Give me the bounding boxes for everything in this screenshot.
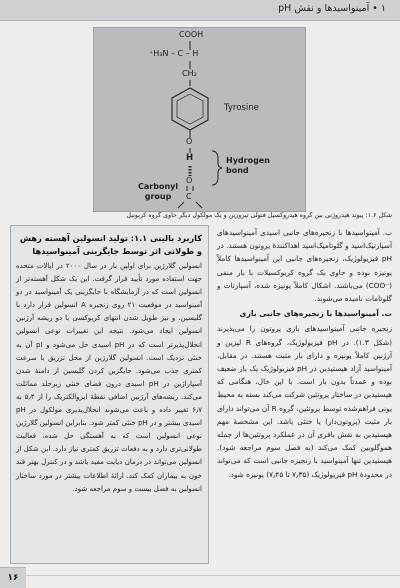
clinical-box-title: کاربرد بالینی ۱.۱: تولید انسولین آهسته رهش و طولانی اثر توسط جایگزینی آمینواسیدها <box>19 233 202 256</box>
clinical-application-box <box>10 225 209 564</box>
acidic-side-chains-paragraph: ب. آمینواسیدها با زنجیره‌های جانبی اسیدی آمینواسیدهای آسپارتیک‌اسید و گلوتامیک‌اسید اهداکنندهٔ پروتون هستند. در pH فیزیولوژیک، زنجیره‌های جانبی این آمینواسیدها کاملاً یونیزه بوده و حاوی یک گروه کربوکسیلات با بار منفی (⁻COO) می‌باشند. اشکال کاملاً یونیزه شده، آسپارتات و گلوتامات نامیده می‌شوند. <box>217 228 392 304</box>
molecule-diagram <box>94 28 305 211</box>
tyrosine-label: Tyrosine <box>224 103 259 113</box>
hbond-brace <box>212 151 222 185</box>
carbonyl-label-line2: group <box>144 192 172 201</box>
basic-side-chains-paragraph: زنجیره جانبی آمینواسیدهای بازی پروتون را می‌پذیرند (شکل ۱.۳). در pH فیزیولوژیک، گروه‌های R لیزین و آرژنین کاملاً یونیزه و دارای بار مثبت هستند. در مقابل، آمینواسید آزاد هیستیدین در pH فیزیولوژیک یک باز ضعیف بوده و عمدتاً بدون بار است. با این حال، هنگامی که هیستیدین در ساختار پروتئین شرکت می‌کند بسته به محیط یونی فراهم‌شده توسط پروتئین، گروه R آن می‌تواند دارای بار مثبت (پروتون‌دار) یا خنثی باشد. این مشخصهٔ مهم هیستیدین به نقش بافری آن در عملکرد پروتئین‌ها از جمله هموگلوبین کمک می‌کند (به فصل سوم مراجعه شود). هیستیدین تنها آمینواسید با زنجیره جانبی است که می‌تواند در محدودهٔ pH فیزیولوژیک (۷٫۳۵ تا ۷٫۴۵) یونیزه شود. <box>217 324 393 479</box>
bond-line <box>178 202 184 208</box>
chapter-title: ۱ • آمینواسیدها و نقش pH <box>278 3 386 14</box>
running-header <box>0 0 400 21</box>
oxygen-label: O <box>186 137 193 146</box>
figure-caption: شکل ۱.۶: پیوند هیدروژنی بین گروه هیدروکسیل فنولی تیروزین و یک مولکول دیگر حاوی گروه کربونیل <box>126 212 392 219</box>
footer-rule <box>26 575 400 576</box>
carbonyl-oxygen-label: O <box>186 176 193 185</box>
hydrogen-bond-label <box>226 156 270 176</box>
carboxyl-label: COOH <box>179 30 204 39</box>
clinical-box-body: انسولین گلارژین برای اولین بار در سال ۲۰۰۰ در ایالات متحده جهت استفاده مورد تأیید قرار گرفت. این یک شکل آهسته‌تر از انسولین است که در آزمایشگاه با جایگزینی یک آمینواسید در دو آمینواسید در موقعیت ۲۱ روی زنجیره A انسولین قرار دارد با گلیسین، و نیز طویل شدن انتهای کربوکسی با دو ریشه آرژنین انسولین ایجاد می‌شود. نتیجه این تغییرات نوعی انسولین انحلال‌پذیرتر است که در pH اسیدی حل می‌شود و pI آن به خنثی نزدیک است. انسولین گلارژین از محل تزریق با سرعت کمتری جذب می‌شود. جایگزین کردن گلیسین از دامنهٔ شدن آسپاراژین در pH اسیدی درون فضای خنثی زیرجلد مماثلت می‌کند. ریشه‌های آرژنین اضافی نقطهٔ ایزوالکتریک را از ۵٫۴ به ۶٫۷ تغییر داده و باعث می‌شوند انحلال‌پذیری مولکول در pH اسیدی بیشتر و در pH خنثی کمتر شود. بنابراین انسولین گلارژین نوعی انسولین است که به آهستگی حل شده، فعالیت طولانی‌تری دارد و به دفعات تزریق کمتری نیاز دارد. این شکل از انسولین می‌تواند در درمان دیابت مفید باشد و در کنترل بهتر قند خون به بیماران کمک کند. ارائهٔ اطلاعات بیشتر در مورد ساختار انسولین به فصل بیست و سوم مراجعه شود. <box>16 262 203 493</box>
bond-line <box>196 202 202 208</box>
benzene-inner-ring <box>177 94 203 124</box>
hydrogen-label: H <box>186 153 194 163</box>
main-text-column <box>217 226 392 483</box>
basic-side-chains-heading: ت. آمینواسیدها با زنجیره‌های جانبی بازی <box>239 309 392 319</box>
page-number: ۱۶ <box>0 567 26 588</box>
amine-label: ⁺H₃N – C – H <box>149 49 199 58</box>
tyrosine-hydrogen-bond-figure <box>93 27 306 212</box>
carbonyl-carbon-label: C <box>186 192 192 201</box>
hbond-label-line2: bond <box>226 166 249 175</box>
ch2-label: CH₂ <box>182 69 197 78</box>
carbonyl-label-line1: Carbonyl <box>138 182 179 191</box>
carbonyl-group-label <box>138 182 178 202</box>
hbond-label-line1: Hydrogen <box>226 156 270 165</box>
